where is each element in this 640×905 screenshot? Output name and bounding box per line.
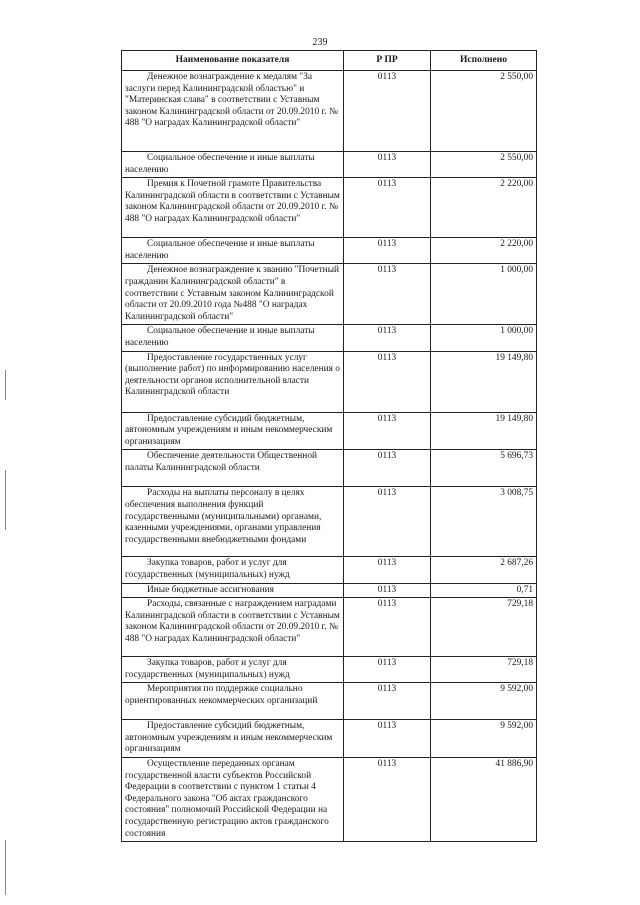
row-name: Премия к Почетной грамоте Правительства Калининградской области в соответствии с Уставным законом Калининградской области от 20.09.2010 г. № 488 "О наградах Калининградской области": [122, 178, 344, 238]
table-row: [122, 487, 537, 557]
row-name: Закупка товаров, работ и услуг для государственных (муниципальных) нужд: [122, 657, 344, 683]
row-name: Предоставление субсидий бюджетным, автономным учреждениям и иным некоммерческим организациям: [122, 412, 344, 450]
table-row: [122, 412, 537, 450]
table-row: [122, 178, 537, 238]
row-amount: 729,18: [431, 657, 537, 683]
row-name: Закупка товаров, работ и услуг для государственных (муниципальных) нужд: [122, 557, 344, 583]
row-code: 0113: [344, 238, 431, 264]
row-code: 0113: [344, 351, 431, 412]
row-amount: 19 149,80: [431, 412, 537, 450]
header-amount: Исполнено: [431, 51, 537, 71]
row-code: 0113: [344, 657, 431, 683]
header-code: Р ПР: [344, 51, 431, 71]
row-amount: 19 149,80: [431, 351, 537, 412]
row-code: 0113: [344, 557, 431, 583]
row-code: 0113: [344, 758, 431, 842]
table-row: [122, 557, 537, 583]
table-row: [122, 351, 537, 412]
row-amount: 2 687,26: [431, 557, 537, 583]
scan-margin-mark: [5, 840, 6, 895]
table-row: [122, 758, 537, 842]
row-code: 0113: [344, 412, 431, 450]
row-name: Мероприятия по поддержке социально ориентированных некоммерческих организаций: [122, 683, 344, 720]
row-code: 0113: [344, 264, 431, 325]
row-code: 0113: [344, 683, 431, 720]
table-header-row: [122, 51, 537, 71]
row-code: 0113: [344, 178, 431, 238]
row-name: Расходы, связанные с награждением наградами Калининградской области в соответствии с Уставным законом Калининградской области от 20.09.2010 г. № 488 "О наградах Калининградской области": [122, 598, 344, 657]
row-amount: 1 000,00: [431, 325, 537, 351]
row-name: Денежное вознаграждение к званию "Почетный гражданин Калининградской области" в соответствии с Уставным законом Калининградской области от 20.09.2010 года №488 "О наградах Калининградской области": [122, 264, 344, 325]
row-code: 0113: [344, 583, 431, 598]
row-code: 0113: [344, 450, 431, 487]
row-amount: 2 550,00: [431, 152, 537, 178]
table-row: [122, 450, 537, 487]
table-row: [122, 583, 537, 598]
row-code: 0113: [344, 152, 431, 178]
row-amount: 5 696,73: [431, 450, 537, 487]
row-name: Обеспечение деятельности Общественной палаты Калининградской области: [122, 450, 344, 487]
row-amount: 2 220,00: [431, 178, 537, 238]
row-amount: 9 592,00: [431, 720, 537, 758]
row-amount: 2 550,00: [431, 71, 537, 152]
row-amount: 0,71: [431, 583, 537, 598]
table-row: [122, 720, 537, 758]
table-row: [122, 325, 537, 351]
row-amount: 1 000,00: [431, 264, 537, 325]
row-code: 0113: [344, 598, 431, 657]
table-row: [122, 598, 537, 657]
table-row: [122, 657, 537, 683]
row-amount: 2 220,00: [431, 238, 537, 264]
scan-margin-mark: [5, 470, 6, 530]
row-name: Социальное обеспечение и иные выплаты населению: [122, 238, 344, 264]
scan-margin-mark: [5, 370, 6, 400]
row-code: 0113: [344, 487, 431, 557]
row-name: Социальное обеспечение и иные выплаты населению: [122, 325, 344, 351]
row-name: Осуществление переданных органам государственной власти субъектов Российской Федерации в соответствии с пунктом 1 статьи 4 Федерального закона "Об актах гражданского состояния" полномочий Российской Федерации на государственную регистрацию актов гражданского состояния: [122, 758, 344, 842]
row-code: 0113: [344, 720, 431, 758]
table-row: [122, 683, 537, 720]
header-name: Наименование показателя: [122, 51, 344, 71]
row-amount: 9 592,00: [431, 683, 537, 720]
page-number: 239: [312, 37, 328, 48]
row-name: Расходы на выплаты персоналу в целях обеспечения выполнения функций государственными (муниципальными) органами, казенными учреждениями, органами управления государственными внебюджетными фондами: [122, 487, 344, 557]
row-name: Иные бюджетные ассигнования: [122, 583, 344, 598]
table-row: [122, 238, 537, 264]
row-name: Социальное обеспечение и иные выплаты населению: [122, 152, 344, 178]
row-code: 0113: [344, 325, 431, 351]
row-name: Предоставление субсидий бюджетным, автономным учреждениям и иным некоммерческим организациям: [122, 720, 344, 758]
row-name: Денежное вознаграждение к медалям "За заслуги перед Калининградской областью" и "Материнская слава" в соответствии с Уставным законом Калининградской области от 20.09.2010 г. № 488 "О наградах Калининградской области": [122, 71, 344, 152]
table-row: [122, 264, 537, 325]
table-row: [122, 71, 537, 152]
row-amount: 41 886,90: [431, 758, 537, 842]
row-code: 0113: [344, 71, 431, 152]
table-row: [122, 152, 537, 178]
row-amount: 3 008,75: [431, 487, 537, 557]
row-amount: 729,18: [431, 598, 537, 657]
budget-table: [121, 50, 537, 842]
row-name: Предоставление государственных услуг (выполнение работ) по информированию населения о деятельности органов исполнительной власти Калининградской области: [122, 351, 344, 412]
